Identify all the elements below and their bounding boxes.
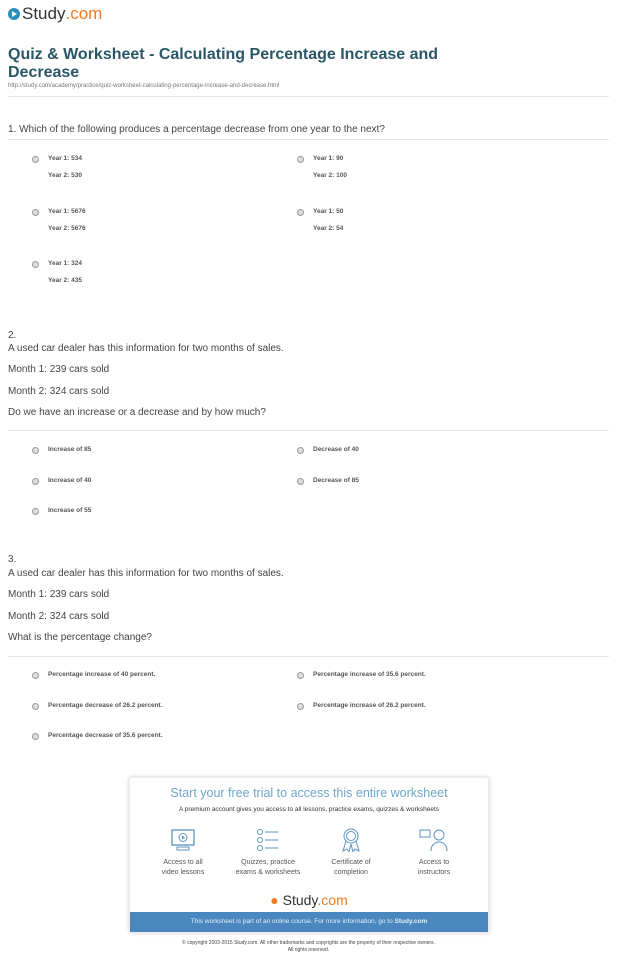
divider bbox=[8, 139, 609, 140]
video-monitor-icon bbox=[170, 828, 196, 852]
question-1-text: 1. Which of the following produces a percentage decrease from one year to the next? bbox=[8, 124, 385, 135]
promo-subtitle: A premium account gives you access to all lessons, practice exams, quizzes & worksheets bbox=[178, 806, 440, 813]
certificate-ribbon-icon bbox=[338, 828, 364, 852]
radio-button[interactable] bbox=[32, 508, 39, 515]
checklist-icon bbox=[255, 828, 281, 852]
copyright: © copyright 2003-2015 Study.com. All other trademarks and copyrights are the property of their respective owners. All rights reserved. bbox=[182, 940, 435, 953]
answer-option[interactable]: Increase of 85 bbox=[48, 446, 92, 453]
feature-quizzes: Quizzes, practice exams & worksheets bbox=[228, 828, 308, 878]
answer-option-line1[interactable]: Year 1: 90 bbox=[313, 155, 344, 162]
question-line: A used car dealer has this information for two months of sales. bbox=[8, 568, 284, 579]
feature-certificate: Certificate of completion bbox=[311, 828, 391, 878]
study-logo[interactable]: Study .com bbox=[8, 4, 102, 24]
question-line: A used car dealer has this information for two months of sales. bbox=[8, 343, 284, 354]
page-title: Quiz & Worksheet - Calculating Percentage Increase and Decrease bbox=[8, 46, 439, 81]
page-url: http://study.com/academy/practice/quiz-worksheet-calculating-percentage-increase-and-decrease.html bbox=[8, 83, 280, 89]
radio-button[interactable] bbox=[297, 156, 304, 163]
answer-option[interactable]: Increase of 40 bbox=[48, 477, 92, 484]
question-line: Month 2: 324 cars sold bbox=[8, 611, 110, 622]
answer-option-line2[interactable]: Year 2: 530 bbox=[48, 172, 82, 179]
answer-option-line1[interactable]: Year 1: 50 bbox=[313, 208, 344, 215]
promo-heading[interactable]: Start your free trial to access this entire worksheet bbox=[170, 786, 448, 800]
answer-option[interactable]: Percentage increase of 26.2 percent. bbox=[313, 702, 426, 709]
answer-option-line1[interactable]: Year 1: 534 bbox=[48, 155, 82, 162]
answer-option[interactable]: Decrease of 40 bbox=[313, 446, 359, 453]
free-trial-promo bbox=[129, 777, 489, 933]
divider bbox=[8, 656, 609, 657]
feature-instructors: Access to instructors bbox=[394, 828, 474, 878]
radio-button[interactable] bbox=[32, 478, 39, 485]
answer-option[interactable]: Decrease of 85 bbox=[313, 477, 359, 484]
instructor-chat-icon bbox=[419, 828, 449, 852]
answer-option[interactable]: Increase of 55 bbox=[48, 507, 92, 514]
divider bbox=[8, 430, 609, 431]
radio-button[interactable] bbox=[297, 703, 304, 710]
radio-button[interactable] bbox=[297, 209, 304, 216]
radio-button[interactable] bbox=[297, 672, 304, 679]
answer-option-line2[interactable]: Year 2: 54 bbox=[313, 225, 344, 232]
radio-button[interactable] bbox=[297, 478, 304, 485]
answer-option-line1[interactable]: Year 1: 324 bbox=[48, 260, 82, 267]
question-line: Do we have an increase or a decrease and by how much? bbox=[8, 407, 266, 418]
promo-study-logo[interactable]: ● Study.com bbox=[270, 892, 348, 908]
radio-button[interactable] bbox=[32, 209, 39, 216]
radio-button[interactable] bbox=[32, 703, 39, 710]
radio-button[interactable] bbox=[32, 156, 39, 163]
radio-button[interactable] bbox=[297, 447, 304, 454]
radio-button[interactable] bbox=[32, 672, 39, 679]
study-link[interactable]: Study.com bbox=[394, 918, 428, 925]
divider bbox=[8, 96, 609, 97]
feature-video-lessons: Access to all video lessons bbox=[143, 828, 223, 878]
course-info-banner: This worksheet is part of an online course. For more information, go to Study.com bbox=[130, 912, 488, 932]
answer-option-line2[interactable]: Year 2: 435 bbox=[48, 277, 82, 284]
answer-option[interactable]: Percentage decrease of 26.2 percent. bbox=[48, 702, 163, 709]
play-icon bbox=[8, 8, 20, 20]
question-line: Month 2: 324 cars sold bbox=[8, 386, 110, 397]
question-line: Month 1: 239 cars sold bbox=[8, 589, 110, 600]
answer-option[interactable]: Percentage decrease of 35.6 percent. bbox=[48, 732, 163, 739]
answer-option-line2[interactable]: Year 2: 100 bbox=[313, 172, 347, 179]
answer-option[interactable]: Percentage increase of 35.6 percent. bbox=[313, 671, 426, 678]
answer-option-line1[interactable]: Year 1: 5676 bbox=[48, 208, 86, 215]
question-line: 3. bbox=[8, 554, 17, 565]
question-line: Month 1: 239 cars sold bbox=[8, 364, 110, 375]
question-line: 2. bbox=[8, 330, 17, 341]
answer-option-line2[interactable]: Year 2: 5676 bbox=[48, 225, 86, 232]
answer-option[interactable]: Percentage increase of 40 percent. bbox=[48, 671, 156, 678]
radio-button[interactable] bbox=[32, 733, 39, 740]
radio-button[interactable] bbox=[32, 447, 39, 454]
question-line: What is the percentage change? bbox=[8, 632, 152, 643]
radio-button[interactable] bbox=[32, 261, 39, 268]
